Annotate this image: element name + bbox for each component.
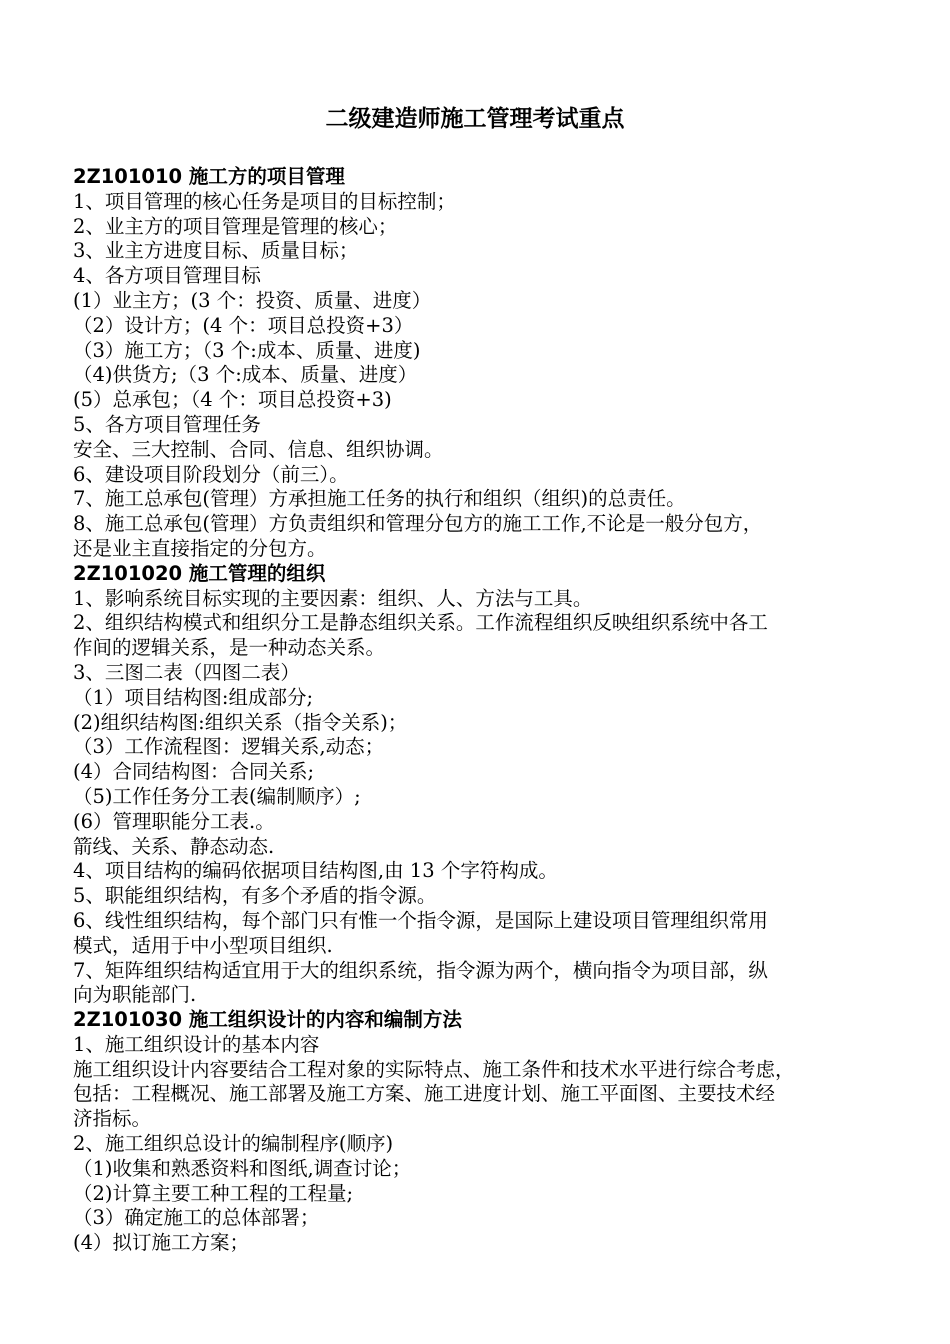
text-line: 2、组织结构模式和组织分工是静态组织关系。工作流程组织反映组织系统中各工 — [73, 611, 768, 635]
text-line: （3）施工方；（3 个:成本、质量、进度) — [73, 338, 421, 362]
text-line: 6、线性组织结构，每个部门只有惟一个指令源，是国际上建设项目管理组织常用 — [73, 908, 768, 932]
text-line: 2、业主方的项目管理是管理的核心； — [73, 214, 398, 238]
text-line: 向为职能部门. — [73, 983, 197, 1007]
text-line: (4）合同结构图：合同关系; — [73, 760, 315, 784]
text-line: (2)组织结构图:组织关系（指令关系)； — [73, 710, 408, 734]
text-line: （2)计算主要工种工程的工程量; — [73, 1181, 354, 1205]
text-line: 作间的逻辑关系，是一种动态关系。 — [73, 636, 386, 660]
section-heading: 2Z101010 施工方的项目管理 — [73, 165, 345, 188]
document-title: 二级建造师施工管理考试重点 — [325, 106, 625, 132]
text-line: 2、施工组织总设计的编制程序(顺序) — [73, 1132, 394, 1156]
text-line: 5、职能组织结构，有多个矛盾的指令源。 — [73, 884, 437, 908]
text-line: （3）工作流程图：逻辑关系,动态； — [73, 735, 385, 759]
text-line: (6）管理职能分工表.。 — [73, 809, 275, 833]
text-line: 7、矩阵组织结构适宜用于大的组织系统，指令源为两个，横向指令为项目部，纵 — [73, 958, 768, 982]
text-line: 1、项目管理的核心任务是项目的目标控制； — [73, 189, 456, 213]
text-line: （3）确定施工的总体部署； — [73, 1206, 320, 1230]
text-line: 包括：工程概况、施工部署及施工方案、施工进度计划、施工平面图、主要技术经 — [73, 1082, 776, 1106]
section-heading: 2Z101030 施工组织设计的内容和编制方法 — [73, 1008, 462, 1032]
text-line: 施工组织设计内容要结合工程对象的实际特点、施工条件和技术水平进行综合考虑， — [73, 1057, 795, 1081]
text-line: （1）项目结构图:组成部分; — [73, 685, 314, 709]
text-line: (5）总承包；（4 个：项目总投资+3) — [73, 388, 392, 412]
text-line: (1）业主方；(3 个：投资、质量、进度） — [73, 288, 432, 312]
text-line: （4)供货方;（3 个:成本、质量、进度） — [73, 363, 418, 387]
text-line: 模式，适用于中小型项目组织. — [73, 933, 333, 957]
text-line: 5、各方项目管理任务 — [73, 412, 261, 436]
text-line: 4、各方项目管理目标 — [73, 264, 261, 288]
section-heading: 2Z101020 施工管理的组织 — [73, 561, 326, 585]
text-line: 7、施工总承包(管理）方承担施工任务的执行和组织（组织)的总责任。 — [73, 487, 686, 511]
text-line: 4、项目结构的编码依据项目结构图,由 13 个字符构成。 — [73, 859, 558, 883]
text-line: 安全、三大控制、合同、信息、组织协调。 — [73, 437, 444, 461]
text-line: (4）拟订施工方案； — [73, 1231, 250, 1255]
text-line: 1、影响系统目标实现的主要因素：组织、人、方法与工具。 — [73, 586, 593, 610]
text-line: 6、建设项目阶段划分（前三）。 — [73, 462, 349, 486]
text-line: 济指标。 — [73, 1107, 152, 1131]
text-line: 1、施工组织设计的基本内容 — [73, 1032, 320, 1056]
text-line: 3、业主方进度目标、质量目标； — [73, 239, 359, 263]
text-line: 箭线、关系、静态动态. — [73, 834, 275, 858]
text-line: 3、三图二表（四图二表） — [73, 660, 300, 684]
text-line: （1)收集和熟悉资料和图纸,调查讨论； — [73, 1156, 412, 1180]
text-line: 8、施工总承包(管理）方负责组织和管理分包方的施工工作,不论是一般分包方， — [73, 512, 763, 536]
text-line: 还是业主直接指定的分包方。 — [73, 536, 327, 560]
text-line: （5)工作任务分工表(编制顺序）; — [73, 784, 361, 808]
document-body — [73, 165, 903, 1256]
text-line: （2）设计方；(4 个：项目总投资+3） — [73, 313, 414, 337]
